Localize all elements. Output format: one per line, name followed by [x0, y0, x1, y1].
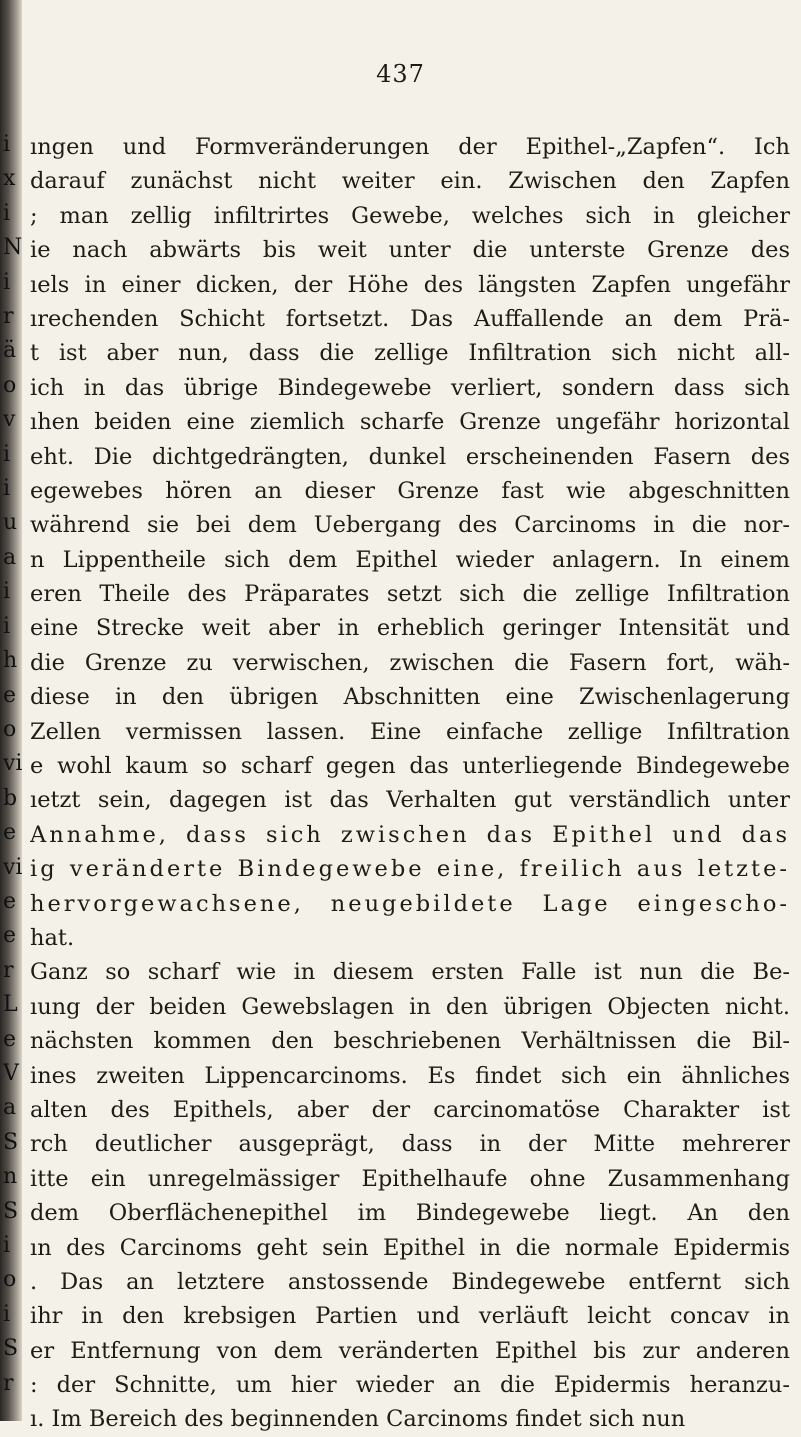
text-line: egewebes hören an dieser Grenze fast wie abgeschnitten: [30, 477, 790, 504]
body-text: [30, 130, 790, 1437]
gutter-fragment: i: [3, 613, 11, 639]
text-line: ıetzt sein, dagegen ist das Verhalten gut verständlich unter: [30, 787, 790, 814]
gutter-fragment: i: [3, 132, 11, 157]
text-line: alten des Epithels, aber der carcinomatöse Charakter ist: [30, 1096, 790, 1123]
gutter-fragment: o: [3, 1267, 17, 1293]
gutter-fragment: i: [3, 1233, 11, 1258]
gutter-fragment: u: [3, 510, 18, 536]
text-line: ie nach abwärts bis weit unter die unterste Grenze des: [30, 237, 790, 264]
text-line: ; man zellig infiltrirtes Gewebe, welches sich in gleicher: [30, 202, 790, 229]
text-line: Annahme, dass sich zwischen das Epithel und das: [30, 821, 790, 848]
gutter-fragment: r: [3, 957, 14, 983]
text-line: Ganz so scharf wie in diesem ersten Falle ist nun die Be-: [30, 959, 790, 986]
gutter-fragment: r: [3, 1370, 14, 1396]
gutter-fragment: e: [3, 888, 17, 914]
gutter-fragment: e: [3, 682, 17, 708]
text-line: ırechenden Schicht fortsetzt. Das Auffallende an dem Prä-: [30, 305, 790, 332]
text-line: ıngen und Formveränderungen der Epithel-„Zapfen“. Ich: [30, 134, 790, 160]
gutter-fragment: e: [3, 1026, 17, 1052]
gutter-fragment: a: [3, 544, 17, 570]
gutter-fragment: V: [3, 1060, 19, 1086]
text-line: ines zweiten Lippencarcinoms. Es findet sich ein ähnliches: [30, 1062, 790, 1089]
gutter-fragment: S: [3, 1129, 19, 1155]
gutter-fragment: vi: [3, 751, 23, 777]
gutter-fragment: h: [3, 648, 18, 674]
gutter-fragment: vi: [3, 854, 23, 880]
text-line: nächsten kommen den beschriebenen Verhältnissen die Bil-: [30, 1028, 790, 1055]
gutter-fragment: ä: [3, 338, 17, 364]
gutter-fragment: r: [3, 304, 14, 330]
text-line: darauf zunächst nicht weiter ein. Zwischen den Zapfen: [30, 168, 790, 195]
text-line: ıung der beiden Gewebslagen in den übrigen Objecten nicht.: [30, 993, 790, 1020]
gutter-fragment: i: [3, 579, 11, 605]
text-line: diese in den übrigen Abschnitten eine Zwischenlagerung: [30, 684, 790, 711]
text-line: ıels in einer dicken, der Höhe des längsten Zapfen ungefähr: [30, 271, 790, 298]
gutter-fragment: S: [3, 1336, 19, 1362]
text-line: hat.: [30, 924, 75, 951]
text-line: t ist aber nun, dass die zellige Infiltration sich nicht all-: [30, 340, 790, 367]
gutter-text-fragments: [3, 128, 23, 1401]
gutter-fragment: L: [3, 992, 18, 1018]
text-line: n Lippentheile sich dem Epithel wieder anlagern. In einem: [30, 546, 790, 573]
gutter-fragment: i: [3, 269, 11, 295]
text-line: ın des Carcinoms geht sein Epithel in die normale Epidermis: [30, 1234, 790, 1261]
gutter-fragment: n: [3, 1164, 18, 1190]
text-line: e wohl kaum so scharf gegen das unterliegende Bindegewebe: [30, 753, 790, 780]
gutter-fragment: o: [3, 372, 17, 398]
text-line: hervorgewachsene, neugebildete Lage eingescho-: [30, 890, 790, 917]
gutter-fragment: i: [3, 200, 11, 226]
text-line: die Grenze zu verwischen, zwischen die Fasern fort, wäh-: [30, 649, 790, 676]
text-line: während sie bei dem Uebergang des Carcinoms in die nor-: [30, 512, 790, 539]
gutter-fragment: i: [3, 476, 11, 502]
text-line: eine Strecke weit aber in erheblich geringer Intensität und: [30, 615, 790, 642]
gutter-fragment: e: [3, 820, 17, 846]
gutter-fragment: e: [3, 923, 17, 949]
gutter-fragment: i: [3, 1301, 11, 1327]
text-line: rch deutlicher ausgeprägt, dass in der Mitte mehrerer: [30, 1131, 790, 1158]
text-line: itte ein unregelmässiger Epithelhaufe ohne Zusammenhang: [30, 1165, 790, 1192]
gutter-fragment: i: [3, 441, 11, 467]
text-line: . Das an letztere anstossende Bindegewebe entfernt sich: [30, 1268, 790, 1295]
gutter-fragment: N: [3, 235, 23, 261]
text-line: er Entfernung von dem veränderten Epithel bis zur anderen: [30, 1337, 790, 1364]
gutter-fragment: x: [3, 166, 16, 192]
text-line: ich in das übrige Bindegewebe verliert, sondern dass sich: [30, 374, 790, 401]
text-line: ig veränderte Bindegewebe eine, freilich aus letzte-: [30, 856, 790, 883]
text-line: ihr in den krebsigen Partien und verläuft leicht concav in: [30, 1303, 790, 1330]
text-line: eht. Die dichtgedrängten, dunkel erscheinenden Fasern des: [30, 443, 790, 470]
gutter-fragment: S: [3, 1198, 19, 1224]
text-line: eren Theile des Präparates setzt sich die zellige Infiltration: [30, 581, 790, 608]
text-line: Zellen vermissen lassen. Eine einfache zellige Infiltration: [30, 718, 790, 745]
gutter-fragment: v: [3, 407, 16, 433]
text-line: ıhen beiden eine ziemlich scharfe Grenze ungefähr horizontal: [30, 409, 790, 436]
text-line: dem Oberflächenepithel im Bindegewebe liegt. An den: [30, 1200, 790, 1227]
gutter-fragment: a: [3, 1095, 17, 1121]
page-number: 437: [376, 60, 425, 88]
gutter-fragment: o: [3, 716, 17, 742]
text-line: ı. Im Bereich des beginnenden Carcinoms findet sich nun: [30, 1406, 686, 1433]
gutter-fragment: b: [3, 785, 18, 811]
text-line: : der Schnitte, um hier wieder an die Epidermis heranzu-: [30, 1372, 790, 1399]
